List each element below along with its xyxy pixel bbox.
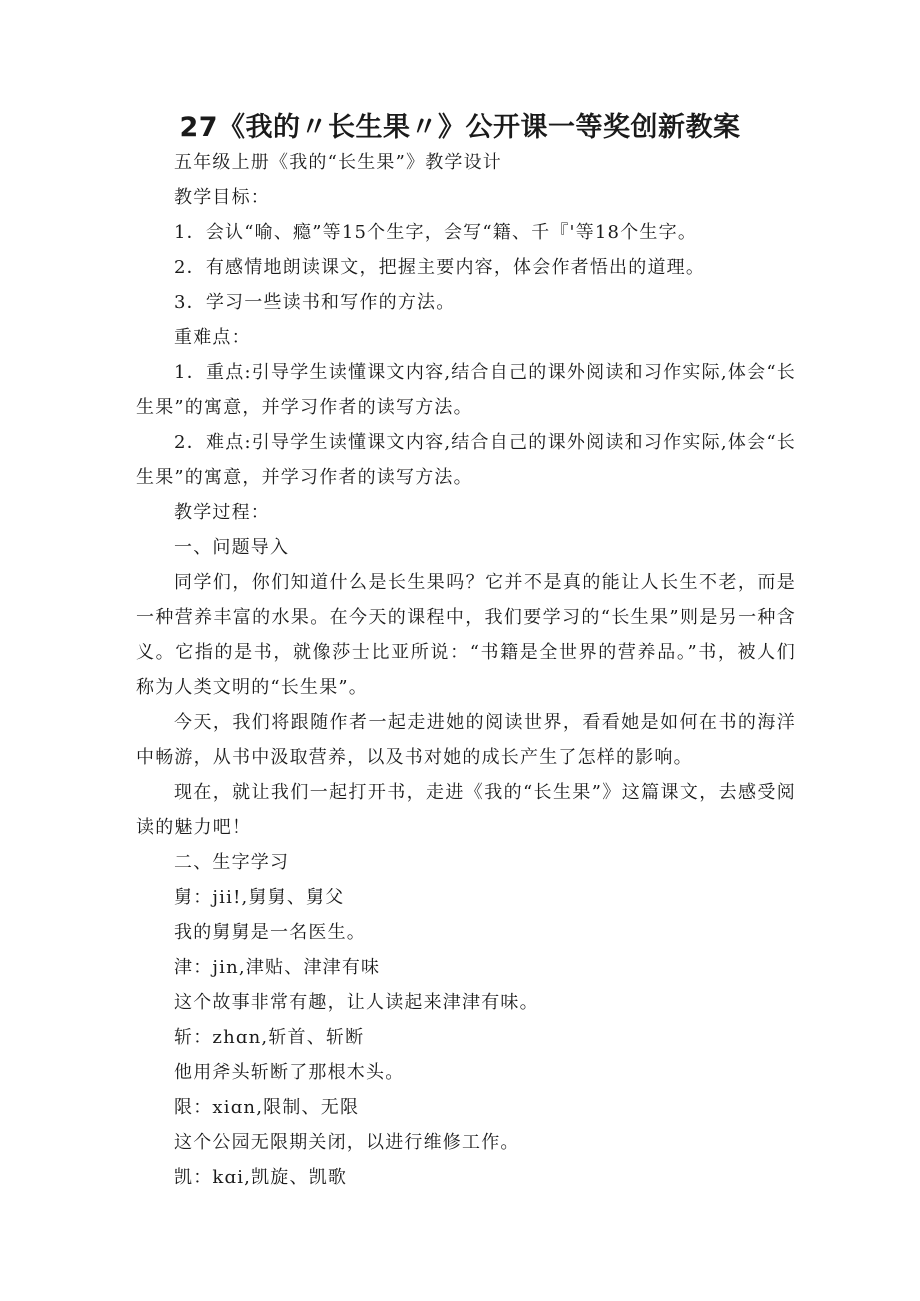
section-heading-process: 教学过程： [174, 502, 270, 523]
character-entry: 斩：zhɑn,斩首、斩断 [174, 1027, 365, 1048]
step-heading-new-characters: 二、生字学习 [174, 852, 290, 873]
key-point-item-1: 1．重点:引导学生读懂课文内容,结合自己的课外阅读和习作实际,体会“长生果”的寓意，并学习作者的读写方法。 [136, 362, 796, 418]
step-heading-introduction: 一、问题导入 [174, 537, 290, 558]
objective-item-3: 3．学习一些读书和写作的方法。 [174, 292, 456, 313]
example-sentence: 这个故事非常有趣，让人读起来津津有味。 [174, 992, 539, 1013]
character-entry: 凯：kɑi,凯旋、凯歌 [174, 1167, 348, 1188]
example-sentence: 他用斧头斩断了那根木头。 [174, 1062, 405, 1083]
example-sentence: 我的舅舅是一名医生。 [174, 922, 366, 943]
document-title: 27《我的〃长生果〃》公开课一等奖创新教案 [179, 112, 741, 143]
character-entry: 限：xiɑn,限制、无限 [174, 1097, 360, 1118]
example-sentence: 这个公园无限期关闭，以进行维修工作。 [174, 1132, 520, 1153]
introduction-paragraph-1: 同学们，你们知道什么是长生果吗？它并不是真的能让人长生不老，而是一种营养丰富的水果。在今天的课程中，我们要学习的“长生果”则是另一种含义。它指的是书，就像莎士比亚所说：“书籍是全世界的营养品。”书，被人们称为人类文明的“长生果”。 [136, 572, 796, 698]
section-heading-key-points: 重难点： [174, 327, 251, 348]
character-entry: 舅：jii!,舅舅、舅父 [174, 887, 345, 908]
introduction-paragraph-3: 现在，就让我们一起打开书，走进《我的“长生果”》这篇课文，去感受阅读的魅力吧！ [136, 782, 796, 838]
objective-item-2: 2．有感情地朗读课文，把握主要内容，体会作者悟出的道理。 [174, 257, 706, 278]
character-entry: 津：jin,津贴、津津有味 [174, 957, 381, 978]
subtitle-paragraph: 五年级上册《我的“长生果”》教学设计 [174, 152, 503, 173]
document-body [136, 145, 796, 1195]
key-point-item-2: 2．难点:引导学生读懂课文内容,结合自己的课外阅读和习作实际,体会“长生果”的寓意，并学习作者的读写方法。 [136, 432, 796, 488]
objective-item-1: 1．会认“喻、瘾”等15个生字，会写“籍、千『'等18个生字。 [174, 222, 698, 243]
section-heading-objectives: 教学目标： [174, 187, 270, 208]
introduction-paragraph-2: 今天，我们将跟随作者一起走进她的阅读世界，看看她是如何在书的海洋中畅游，从书中汲取营养，以及书对她的成长产生了怎样的影响。 [136, 712, 796, 768]
